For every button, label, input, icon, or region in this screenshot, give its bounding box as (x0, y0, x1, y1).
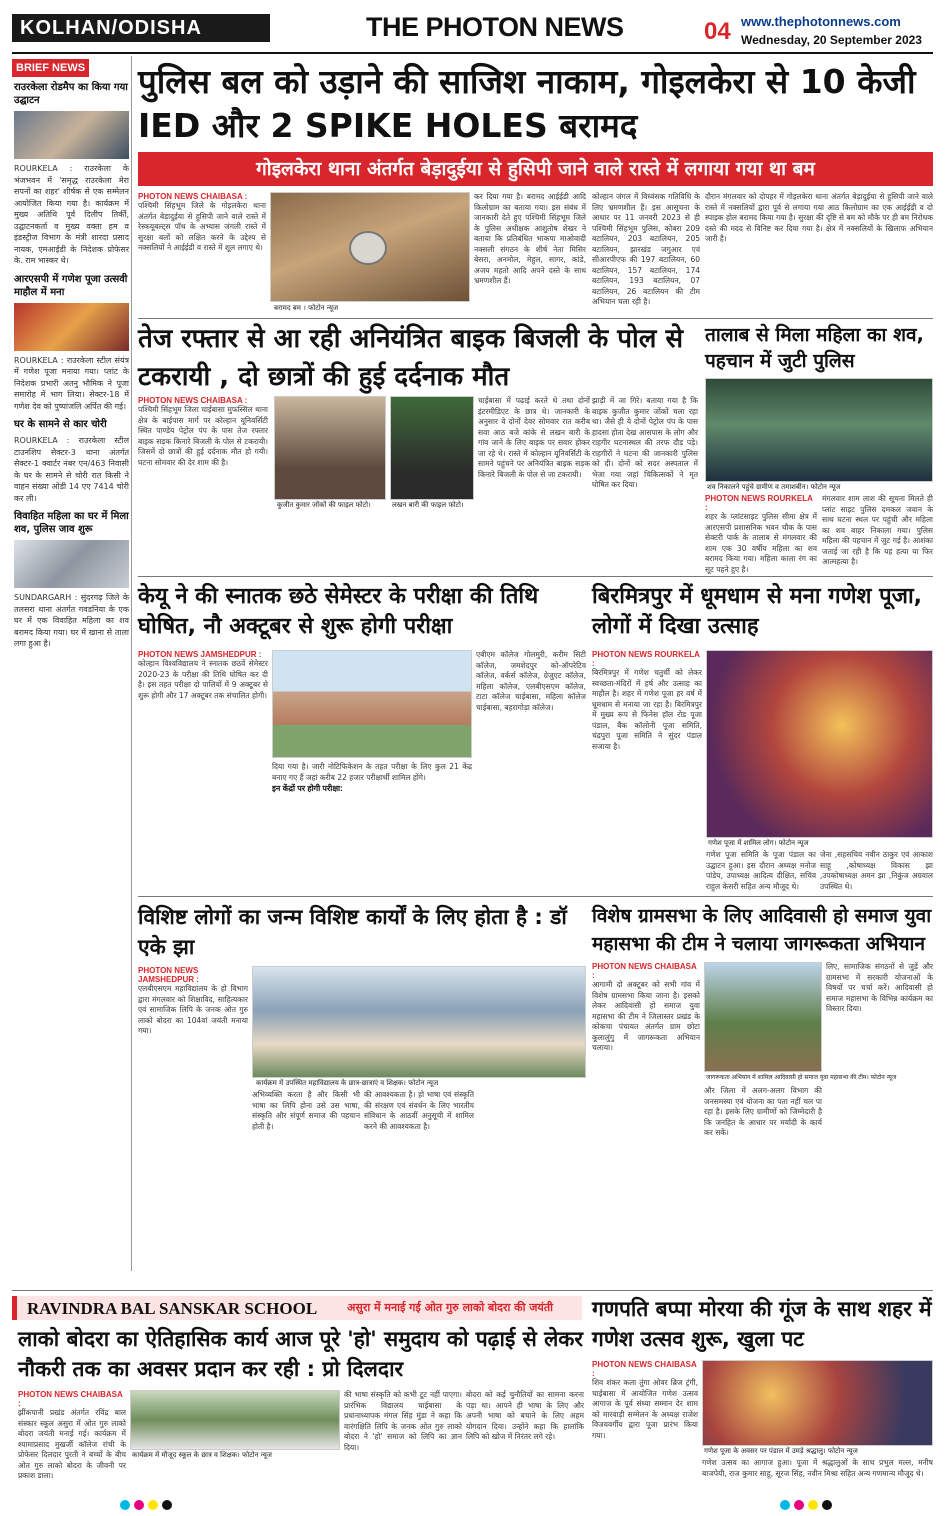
brief-item-text: ROURKELA : राउरकेला स्टील संयंत्र में गणेश पूजा मनाया गया। प्लांट के निदेशक प्रभारी अतनु भौमिक ने पूजा समारोह में भाग लिया। सेक्टर-18 में गणेश देव को पुष्पांजलि अर्पित की गई। (14, 355, 129, 411)
lead-subheadline: गोइलकेरा थाना अंतर्गत बेड़ादुईया से हुसिपी जाने वाले रास्ते में लगाया गया था बम (138, 152, 933, 186)
ganesh-text: गणेश पूजा समिति के पूजा पंडाल का उद्घाटन हुआ। इस दौरान अध्यक्ष मनोज पांडेय, उपाध्यक्ष आदित्य दीक्षित, सचिव राहुल केसरी सहित अन्य मौजूद थे। (706, 850, 816, 891)
ganesh-headline[interactable]: बिरमित्रपुर में धूमधाम से मना गणेश पूजा, लोगों में दिखा उत्साह (592, 584, 922, 639)
school-name: RAVINDRA BAL SANSKAR SCHOOL (27, 1299, 318, 1318)
registration-dot (822, 1500, 832, 1510)
bike-text: चाईबासा में पढ़ाई करते थे तथा दोनों इंटरमीडिएट के छात्र थे। जानकारी के अनुसार वे दोनों देवर सोमवार रात करीब सवा आठ बजे कांके से लखन बारी के गांव जाने के लिए बाइक पर सवार होकर जा रहे थे। रास्ते में कोल्हान यूनिवर्सिटी के सामने पहुंचने पर अनियंत्रित बाइक सड़क किनारे बिजली के पोल से जा टकरायी। (478, 396, 590, 479)
registration-dot (148, 1500, 158, 1510)
exam-text: दिया गया है। जारी नोटिफिकेशन के तहत परीक्षा के लिए कुल 21 केंद्र बनाए गए हैं जहां करीब 22 हजार परीक्षार्थी शामिल होंगे। (272, 762, 472, 782)
school-banner (12, 1296, 582, 1320)
ganpati-article-col2 (702, 1458, 933, 1494)
school-photo (130, 1390, 340, 1450)
registration-dot (794, 1500, 804, 1510)
website-link[interactable]: www.thephotonnews.com (741, 14, 901, 29)
school-text: बोदरा को कई चुनौतियों का सामना करना पड़ा था। आपने ही भाषा के लिए और अपनी भाषा को बचाने के लिए अहम योगदान दिया। उन्होंने कहा कि हालांकि लिपि को खोज में निरंतर लगे रहे। (466, 1390, 584, 1441)
birth-article-col3 (364, 1090, 474, 1180)
ganpati-text: शिव शंकर कला तुंगा ओवर ब्रिज ट्रंगी, चाईबासा में आयोजित गणेश उत्सव आगाज के पूर्व संध्या सम्मान देर शाम को मारवाड़ी सम्मेलन के अध्यक्ष राजेश विजयवर्गीय द्वारा पूजा प्रारंभ किया गया। (592, 1378, 698, 1440)
photo-caption: बरामद बम । फोटोन न्यूज (274, 304, 339, 312)
school-article-col2 (344, 1390, 462, 1494)
birth-photo (252, 966, 586, 1078)
ganpati-article-col1 (592, 1360, 698, 1494)
brief-item-photo (14, 303, 129, 351)
tribal-text: आगामी दो अक्टूबर को सभी गांव में विशेष ग्रामसभा किया जाना है। इसको लेकर आदिवासी हो समाज युवा महासभा की टीम ने जिलास्तर प्रखंड के कोकचा पंचायत अंतर्गत ग्राम छोटा कूलालुंगु में जागरूकता अभियान चलाया। (592, 980, 700, 1052)
brief-item-title[interactable]: घर के सामने से कार चोरी (14, 419, 107, 430)
photo-caption: शव निकालने पहुंचे ग्रामीण व तमाशबीन। फोटोन न्यूज (707, 483, 841, 491)
school-headline[interactable]: लाको बोदरा का ऐतिहासिक कार्य आज पूरे 'हो' समुदाय को पढ़ाई से लेकर नौकरी तक का अवसर प्रदान कर रही : प्रो दिलदार (18, 1327, 584, 1381)
exam-subhead: इन केंद्रों पर होगी परीक्षा: (272, 784, 343, 793)
lead-article-col2 (474, 192, 586, 316)
lead-article-col1 (138, 192, 266, 312)
birth-text: एलबीएसएम महाविद्यालय के हो विभाग द्वारा मंगलवार को शिक्षाविद, साहित्यकार एवं सामाजिक लिपि के जनक ओत गुरु लाको बोदरा का 104वां जयंती मनाया गया। (138, 984, 248, 1035)
school-byline: PHOTON NEWS CHAIBASA : (18, 1390, 123, 1408)
ganesh-photo (706, 650, 933, 838)
tribal-article-col3 (826, 962, 933, 1180)
brief-news-badge: BRIEF NEWS (12, 59, 89, 77)
ganpati-text: गणेश उत्सव का आगाज हुआ। पूजा में श्रद्धालुओं के साथ प्रभुल मल्ल, मनीष बाजपेयी, राज कुमार साहू, सूरज सिंह, नवीन मिश्रा सहित अन्य गणमान्य मौजूद थे। (702, 1458, 933, 1478)
brief-item-photo (14, 540, 129, 588)
ganesh-text: बिरमित्रपुर में गणेश चतुर्थी को लेकर स्वच्छता-मंदिरों में हर्ष और उत्साह का माहौल है। शहर में गणेश पूजा हर वर्ष में धूमधाम से मनाया जा रहा है। बिरमित्रपुर में मुख्य रूप से फिनेस हॉल रोड पूजा पंडाल, बैंक कॉलोनी पूजा समिति, चंद्रपुरा पूजा समिति ने सुंदर पंडाल सजाया है। (592, 668, 702, 751)
section-tag: KOLHAN/ODISHA (12, 14, 270, 42)
lead-headline[interactable]: पुलिस बल को उड़ाने की साजिश नाकाम, गोइलकेरा से 10 केजी IED और 2 SPIKE HOLES बरामद (138, 62, 916, 145)
tribal-text: लिए, सामाजिक संगठनों से जुड़ें और ग्रामसभा में सरकारी योजनाओं के विषयों पर चर्चा करें। आदिवासी हो समाज महासभा के विभिन्न कार्यक्रम का विस्तार दिया। (826, 962, 933, 1013)
bike-article-col1 (138, 396, 268, 568)
birth-article-col2 (252, 1090, 360, 1180)
bike-headline[interactable]: तेज रफ्तार से आ रही अनियंत्रित बाइक बिजली के पोल से टकरायी , दो छात्रों की हुई दर्दनाक मौत (138, 324, 684, 392)
school-text: की भाषा संस्कृति को कभी टूट नहीं पाएगा। प्रारंभिक विद्यालय चाईबासा के प्रधानाध्यापक मंगल सिंह मुंडा ने कहा कि वारंगक्षिति लिपि के जनक ओत गुरु लाको बोदरा ने 'हो' समाज को लिपि का ज्ञान दिया। (344, 1390, 462, 1452)
lead-article-col3 (592, 192, 700, 316)
school-subhead: असुरा में मनाई गई ओत गुरु लाको बोदरा की जयंती (347, 1301, 553, 1314)
masthead (0, 0, 945, 52)
bike-text: झाड़ी में जा गिरे। बताया गया है कि बाइक कुजीत कुमार जोंकों चला रहा था। जैसे ही ये दोनों पेट्रोल पंप के पास हादसा होता देख आसपास के लोग और राहगीर घटनास्थल की तरफ दौड़ पड़े। राहगीरों ने घटना की जानकारी पुलिस को दी। दोनों को सदर अस्पताल में भेजा गया जहां चिकित्सकों ने मृत घोषित कर दिया। (592, 396, 698, 489)
photo-caption: कार्यक्रम में मौजूद स्कूल के छात्र व शिक्षक। फोटोन न्यूज (132, 1451, 273, 1459)
lake-text: मंगलवार शाम लाश की सूचना मिलते ही प्लांट साइट पुलिस दमकल जवान के साथ घटना स्थल पर पहुंची और महिला का शव बाहर निकाला गया। पुलिस महिला की पहचान में जुट गई है। आशंका जताई जा रही है कि यह हत्या या फिर आत्महत्या है। (822, 494, 933, 566)
brief-item-text: ROURKELA : राउरकेला के भंजभवन में 'समृद्ध राउरकेला मेरा सपनों का शहर' शीर्षक से एक सम्मेलन आयोजित किया गया है। कार्यक्रम में मुख्य अतिथि पूर्व दिलीप तिर्की, उद्घाटनकर्ता व मुख्य वक्ता हम व इंडस्ट्रीज विभाग के मंत्री शारदा प्रसाद नायक, एमआईडी के निदेशक प्रोफेसर के. राम भास्कर थे। (14, 164, 129, 265)
photo-caption: कुजीत कुमार जोंकों की फाइल फोटो। (277, 501, 371, 509)
lead-byline: PHOTON NEWS CHAIBASA : (138, 192, 248, 201)
lake-article-col2 (822, 494, 933, 574)
registration-dot (780, 1500, 790, 1510)
exam-article-col3 (476, 650, 586, 850)
lake-byline: PHOTON NEWS ROURKELA : (705, 494, 813, 512)
ganesh-byline: PHOTON NEWS ROURKELA : (592, 650, 700, 668)
newspaper-logo: THE PHOTON NEWS (366, 12, 624, 42)
divider (12, 1290, 933, 1291)
school-article-col3 (466, 1390, 584, 1494)
lead-text: कोल्हान जंगल में विध्वंसक गतिविधि के लिए भ्रमणशील हैं। इस आसूचना के आधार पर 11 जनवरी 2023 से ही पश्चिमी सिंहभूम पुलिस, कोबरा 209 बटालियन, 203 बटालियन, 205 बटालियन, झारखंड जगुआर एवं सीआरपीएफ की 197 बटालियन, 60 बटालियन, 157 बटालियन, 174 बटालियन, 193 बटालियन, 07 बटालियन, 26 बटालियन की टीम अभियान चला रही है। (592, 192, 700, 306)
exam-text: एबीएम कॉलेज गोलमुरी, करीम सिटी कॉलेज, जमशेदपुर को-ऑपरेटिव कॉलेज, वर्कर्स कॉलेज, ग्रेजुएट कॉलेज, महिला कॉलेज, एलबीएसएम कॉलेज, टाटा कॉलेज चाईबासा, महिला कॉलेज चाईबासा, बहरागोड़ा कॉलेज। (476, 650, 586, 712)
ied-photo (270, 192, 470, 302)
lake-headline[interactable]: तालाब से मिला महिला का शव, पहचान में जुटी पुलिस (705, 324, 924, 372)
lake-photo (705, 378, 933, 482)
exam-headline[interactable]: केयू ने की स्नातक छठे सेमेस्टर के परीक्षा की तिथि घोषित, नौ अक्टूबर से शुरू होगी परीक्षा (138, 584, 539, 639)
ganpati-byline: PHOTON NEWS CHAIBASA : (592, 1360, 697, 1378)
tribal-article-col2 (704, 1086, 822, 1180)
divider (138, 576, 933, 577)
school-article-col1 (18, 1390, 126, 1494)
exam-article-col2 (272, 762, 472, 850)
school-text: झींकपानी प्रखंड अंतर्गत रविंद्र बाल संस्कार स्कूल असुरा में ओत गुरु लाको बोदरा जयंती मनाई गई। कार्यक्रम में श्यामाप्रसाद मुखर्जी कॉलेज रांची के प्रोफेसर दिलदार पुरती ने बच्चों के बीच ओत गुरु लाको बोदरा के जीवनी पर प्रकाश डाला। (18, 1408, 126, 1480)
ganesh-text: जेना ,सहसचिव नवीन ठाकुर एवं आकाश साहू ,कोषाध्यक्ष विकास झा ,उपकोषाध्यक्ष अमन झा ,निकुंज अग्रवाल उपस्थित थे। (820, 850, 933, 891)
ganpati-headline[interactable]: गणपति बप्पा मोरया की गूंज के साथ शहर में गणेश उत्सव शुरू, खुला पट (592, 1297, 932, 1351)
bike-text: पश्चिमी सिंहभूम जिला चाईबासा मुफस्सिल थाना क्षेत्र के बाईपास मार्ग पर कोल्हान यूनिवर्सिटी स्थित पाण्डेय पेट्रोल पंप के पास तेज रफ्तार बाइक सड़क किनारे बिजली के पोल से टकरायी। जिसमें दो छात्रों की हुई दर्दनाक मौत हो गयी। घटना सोमवार की देर शाम की है। (138, 405, 268, 467)
ganesh-article-col3 (820, 850, 933, 894)
registration-dot (120, 1500, 130, 1510)
brief-item-photo (14, 111, 129, 159)
birth-byline: PHOTON NEWS JAMSHEDPUR : (138, 966, 199, 984)
brief-item-text: ROURKELA : राउरकेला स्टील टाउनशिप सेक्टर-3 थाना अंतर्गत सेक्टर-1 क्वार्टर नंबर एन/463 निवासी के घर के सामने से चोरी रात किसी ने वाहन संख्या ओडी 14 एए 7414 चोरी कर ली। (14, 436, 129, 503)
birth-article-col1 (138, 966, 248, 1180)
photo-caption: गणेश पूजा में शामिल लोग। फोटोन न्यूज (708, 839, 809, 847)
bomb-shape (349, 231, 387, 265)
tribal-text: और जिला में अलग-अलग विभाग की जनसमस्या एवं योजना का पता नहीं चल पा रहा है। इसके लिए ग्रामीणों को जिम्मेदारी है कि जनहित के आधार पर मर्यादी के कार्य कर सकें। (704, 1086, 822, 1137)
tribal-photo (704, 962, 822, 1072)
bike-byline: PHOTON NEWS CHAIBASA : (138, 396, 248, 405)
lake-text: शहर के प्लांटसाइट पुलिस सीमा क्षेत्र में आरएसपी प्रशासनिक भवन चौक के पास सेक्टरी पार्क के तालाब से मंगलवार की शाम एक 30 वर्षीय महिला का शव बरामद किया गया। महिला काला रंग का सूट पहने हुए है। (705, 512, 817, 574)
birth-text: अभिव्यक्ति करता है और किसी भी भाषा का लिपि होना उसे उस भाषा, संस्कृति और संपूर्ण समाज की पहचान होती है। (252, 1090, 360, 1131)
brief-item-text: SUNDARGARH : सुंदरगढ़ जिले के तलसरा थाना अंतर्गत गवडनिया के एक घर में एक विवाहित महिला का शव बरामद किया गया। घर में खाना से ताला लगा हुआ है। (14, 593, 129, 648)
header-rule (12, 52, 933, 54)
registration-dot (162, 1500, 172, 1510)
lead-article-col4 (705, 192, 933, 316)
bike-article-col3 (592, 396, 698, 568)
brief-item-title[interactable]: विवाहित महिला का घर में मिला शव, पुलिस जाव शुरू (14, 511, 129, 535)
lead-text: दौरान मंगलवार को दोपहर में गोइलकेरा थाना अंतर्गत बेड़ादुईया से हुसिपी जाने वाले रास्ते में नक्सलियों द्वारा पूर्व से लगाया गया आठ किलोग्राम का एक आईईडी व दो स्पाइक होल बरामद किया गया है। सुरक्षा की दृष्टि से बम को मौके पर ही बम निरोधक दस्ते की मदद से विनिष्ट कर दिया गया है। क्षेत्र में नक्सलियों के खिलाफ अभियान जारी है। (705, 192, 933, 243)
brief-item-title[interactable]: आरएसपी में गणेश पूजा उत्सवी माहौल में मना (14, 273, 128, 298)
brief-item-title[interactable]: राउरकेला रोडमैप का किया गया उद्घाटन (14, 82, 128, 106)
tribal-headline[interactable]: विशेष ग्रामसभा के लिए आदिवासी हो समाज युवा महासभा की टीम ने चलाया जागरूकता अभियान (592, 905, 932, 955)
ganpati-photo (702, 1360, 933, 1446)
page-number: 04 (704, 18, 731, 45)
brief-news-column (12, 56, 132, 1271)
victim-photo-2 (390, 396, 474, 500)
victim-photo-1 (274, 396, 386, 500)
photo-caption: लखन बारी की फाइल फोटो। (392, 501, 464, 509)
tribal-byline: PHOTON NEWS CHAIBASA : (592, 962, 697, 980)
photo-caption: गणेश पूजा के अवसर पर पंडाल में उमड़े श्रद्धालु। फोटोन न्यूज (704, 1447, 858, 1455)
registration-dot (134, 1500, 144, 1510)
divider (138, 896, 933, 897)
divider (138, 318, 933, 319)
lead-text: पश्चिमी सिंहभूम जिले के गोइलकेरा थाना अंतर्गत बेड़ादुईया से हुसिपी जाने वाले रास्ते में रेस्कयूबल्ट्स पॉथ के अभ्यास जंगली रास्ते में सुरक्षा बलों को लक्षित करने के उद्देश्य से नक्सलियों ने आईईडी व रास्ते में शूल लगाए थे। (138, 201, 266, 252)
ganesh-article-col2 (706, 850, 816, 894)
university-photo (272, 650, 472, 758)
ganesh-article-col1 (592, 650, 702, 890)
photo-caption: जागरूकता अभियान में शामिल आदिवासी हो समाज युवा महासभा की टीम। फोटोन न्यूज (706, 1074, 897, 1081)
photo-caption: कार्यक्रम में उपस्थित महाविद्यालय के छात्र-छात्राएं व शिक्षक। फोटोन न्यूज (256, 1079, 439, 1087)
exam-article-col1 (138, 650, 268, 850)
birth-text: की आवश्यकता है। हो भाषा एवं संस्कृति की संरक्षण एवं संवर्धन के लिए भारतीय संविधान के आठवीं अनुसूची में शामिल करने की आवश्यकता है। (364, 1090, 474, 1131)
exam-text: कोल्हान विश्वविद्यालय ने स्नातक छठवें सेमेस्टर 2020-23 के परीक्षा की तिथि घोषित कर दी है। इस तहत परीक्षा दो पालियों में 9 अक्टूबर से शुरू होगी और 17 अक्टूबर तक संचालित होगी। (138, 659, 268, 700)
bike-article-col2 (478, 396, 590, 568)
lake-article-col1 (705, 494, 817, 574)
lead-text: कर दिया गया है। बरामद आईईडी आदि किलोग्राम का बताया गया। इस संबंध में जानकारी देते हुए पश्चिमी सिंहभूम जिले के पुलिस अधीक्षक आशुतोष शेखर ने बताया कि प्रतिबंधित भाकपा माओवादी नक्सली संगठन के शीर्ष नेता मिसिर बेसरा, अनमोल, मेहुल, सागर, कांडे, अजय महतो आदि अपने दस्ते के साथ भ्रमणशील हैं। (474, 192, 586, 285)
tribal-article-col1 (592, 962, 700, 1180)
registration-dot (808, 1500, 818, 1510)
birth-headline[interactable]: विशिष्ट लोगों का जन्म विशिष्ट कार्यों के लिए होता है : डॉ एके झा (138, 905, 567, 959)
issue-date: Wednesday, 20 September 2023 (741, 33, 922, 47)
exam-byline: PHOTON NEWS JAMSHEDPUR : (138, 650, 262, 659)
